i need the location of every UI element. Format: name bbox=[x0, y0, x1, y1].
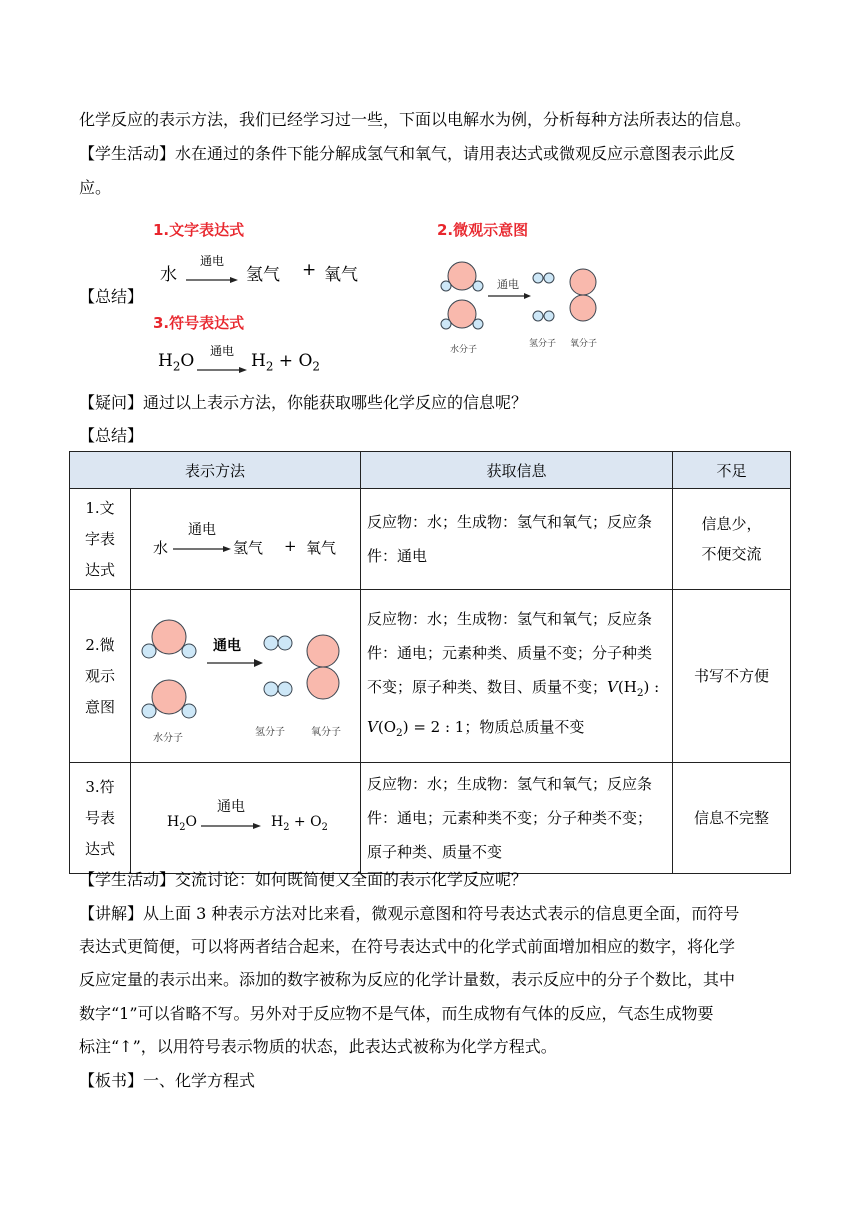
arrow-icon bbox=[201, 822, 261, 830]
explain-line1: 【讲解】从上面 3 种表示方法对比来看，微观示意图和符号表达式表示的信息更全面，而符号 bbox=[79, 904, 740, 923]
table-oxygen-molecule-label: 氧分子 bbox=[311, 727, 341, 738]
header-lack: 不足 bbox=[673, 452, 791, 489]
info-text: ) : bbox=[643, 678, 660, 696]
oxygen-molecule-label: 氧分子 bbox=[570, 339, 598, 349]
lack-line: 信息不完整 bbox=[694, 809, 770, 827]
info-cell bbox=[361, 590, 673, 763]
table-row bbox=[70, 763, 791, 874]
lack-line: 书写不方便 bbox=[694, 667, 770, 685]
method-label-line: 达式 bbox=[84, 839, 115, 858]
header-method: 表示方法 bbox=[70, 452, 361, 489]
activity2-text: 【学生活动】交流讨论：如何既简便又全面的表示化学反应呢？ bbox=[79, 870, 528, 889]
table-word-condition: 通电 bbox=[188, 522, 216, 538]
method-label-line: 观示 bbox=[84, 666, 115, 685]
board-text: 【板书】一、化学方程式 bbox=[79, 1071, 256, 1090]
info-subscript: 2 bbox=[396, 727, 403, 739]
lack-cell bbox=[673, 590, 791, 763]
lack-line: 信息少， bbox=[701, 515, 762, 533]
summary-label-2: 【总结】 bbox=[79, 426, 144, 445]
explain-line5: 标注“↑”，以用符号表示物质的状态，此表达式被称为化学方程式。 bbox=[79, 1037, 557, 1056]
fig-word-water: 水 bbox=[160, 265, 177, 285]
method-label bbox=[70, 763, 131, 874]
method-label bbox=[70, 489, 131, 590]
method-figure-symbol bbox=[131, 763, 361, 874]
header-info: 获取信息 bbox=[361, 452, 673, 489]
symbol-equation-title: 3.符号表达式 bbox=[153, 314, 245, 332]
info-text: 反应物：水；生成物：氢气和氧气；反应条件：通电；元素种类、质量不变；分子种类不变；原子种类、数目、质量不变； bbox=[367, 610, 653, 696]
method-label-line: 3.符 bbox=[85, 777, 115, 796]
table-symbol-condition: 通电 bbox=[217, 799, 245, 815]
explain-line2: 表达式更简便，可以将两者结合起来，在符号表达式中的化学式前面增加相应的数字，将化学 bbox=[79, 937, 736, 956]
table-symbol-reactant: $H_2O$ bbox=[167, 814, 197, 833]
info-volume-symbol: V bbox=[367, 718, 378, 736]
micro-condition: 通电 bbox=[497, 278, 519, 291]
info-text: (H bbox=[617, 678, 637, 696]
water-molecule-label: 水分子 bbox=[450, 345, 478, 355]
table-water-molecule-label: 水分子 bbox=[153, 733, 183, 744]
question-text: 【疑问】通过以上表示方法，你能获取哪些化学反应的信息呢？ bbox=[79, 393, 528, 412]
table-hydrogen-molecule-label: 氢分子 bbox=[255, 727, 285, 738]
lack-cell bbox=[673, 763, 791, 874]
hydrogen-molecule-label: 氢分子 bbox=[529, 339, 557, 349]
activity-text-line1: 【学生活动】水在通过的条件下能分解成氢气和氧气，请用表达式或微观反应示意图表示此反 bbox=[79, 144, 736, 163]
table-word-oxygen: 氧气 bbox=[306, 539, 337, 557]
table-word-arrow bbox=[173, 519, 231, 557]
fig-word-condition: 通电 bbox=[199, 254, 224, 268]
lack-cell bbox=[673, 489, 791, 590]
method-figure-micro bbox=[131, 590, 361, 763]
table-header-row bbox=[70, 452, 791, 489]
micro-diagram-title: 2.微观示意图 bbox=[437, 221, 529, 239]
method-label-line: 号表 bbox=[84, 808, 115, 827]
method-label bbox=[70, 590, 131, 763]
table-symbol-products: $H_2 + O_2$ bbox=[271, 814, 328, 833]
info-text: ) = 2 : 1；物质总质量不变 bbox=[402, 718, 585, 736]
fig-symbol-reactant: $H_2O$ bbox=[158, 351, 195, 374]
arrow-icon bbox=[197, 366, 247, 374]
table-micro-condition: 通电 bbox=[213, 638, 241, 654]
summary-table bbox=[69, 451, 791, 874]
fig-word-hydrogen: 氢气 bbox=[246, 265, 280, 285]
table-word-water: 水 bbox=[153, 539, 169, 557]
table-row bbox=[70, 590, 791, 763]
info-cell: 反应物：水；生成物：氢气和氧气；反应条件：通电 bbox=[361, 489, 673, 590]
method-label-line: 字表 bbox=[84, 529, 115, 548]
info-subscript: 2 bbox=[636, 687, 644, 699]
summary-label: 【总结】 bbox=[79, 287, 144, 306]
table-word-hydrogen: 氢气 bbox=[233, 539, 264, 557]
fig-word-oxygen: 氧气 bbox=[324, 265, 358, 285]
table-symbol-arrow bbox=[201, 796, 261, 834]
info-cell: 反应物：水；生成物：氢气和氧气；反应条件：通电；元素种类不变；分子种类不变；原子种类、质量不变 bbox=[361, 763, 673, 874]
explain-line4: 数字“1”可以省略不写。另外对于反应物不是气体，而生成物有气体的反应，气态生成物要 bbox=[79, 1004, 714, 1023]
fig-symbol-products: $H_2 + O_2$ bbox=[251, 351, 320, 374]
info-volume-symbol: V bbox=[607, 678, 618, 696]
table-micro-diagram bbox=[141, 613, 351, 723]
fig-word-arrow bbox=[186, 252, 238, 288]
word-equation-title: 1.文字表达式 bbox=[153, 221, 245, 239]
arrow-icon bbox=[173, 545, 231, 553]
intro-text: 化学反应的表示方法，我们已经学习过一些，下面以电解水为例，分析每种方法所表达的信息。 bbox=[79, 110, 752, 129]
table-row bbox=[70, 489, 791, 590]
method-label-line: 意图 bbox=[84, 697, 115, 716]
fig-word-plus: + bbox=[302, 260, 317, 280]
method-label-line: 1.文 bbox=[85, 498, 115, 517]
activity-text-line2: 应。 bbox=[79, 178, 112, 197]
info-text: (O bbox=[377, 718, 397, 736]
fig-symbol-arrow bbox=[197, 342, 247, 378]
explain-line3: 反应定量的表示出来。添加的数字被称为反应的化学计量数，表示反应中的分子个数比，其中 bbox=[79, 970, 736, 989]
lack-line: 不便交流 bbox=[701, 545, 762, 563]
table-word-plus: + bbox=[284, 537, 297, 555]
method-label-line: 达式 bbox=[84, 560, 115, 579]
arrow-icon bbox=[186, 276, 238, 284]
method-figure-word bbox=[131, 489, 361, 590]
fig-symbol-condition: 通电 bbox=[209, 344, 234, 358]
method-label-line: 2.微 bbox=[85, 635, 115, 654]
